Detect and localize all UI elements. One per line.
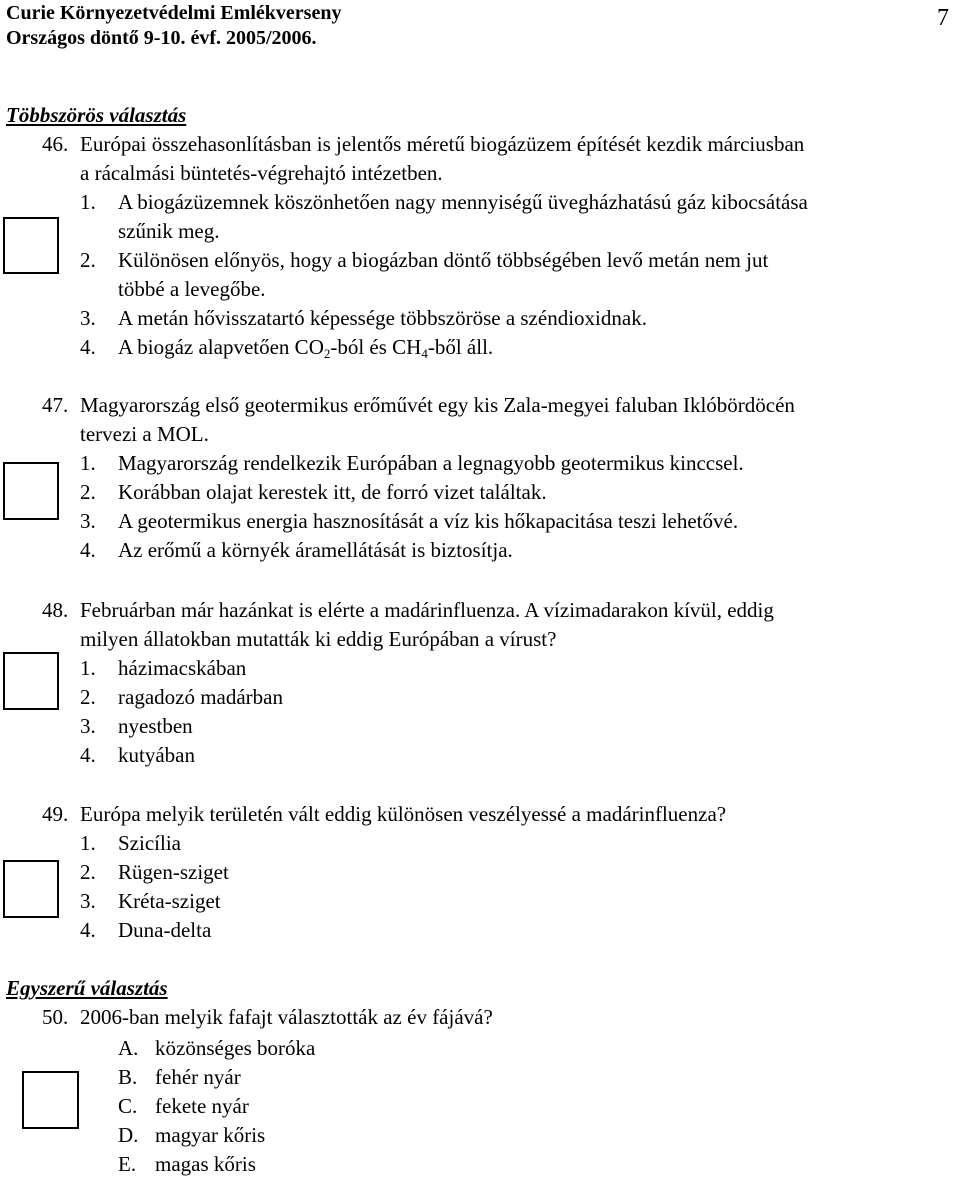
option-text: A biogázüzemnek köszönhetően nagy mennyiségű üvegházhatású gáz kibocsátása bbox=[118, 190, 808, 214]
option-47-3 bbox=[80, 507, 738, 536]
option-text: Magyarország rendelkezik Európában a legnagyobb geotermikus kinccsel. bbox=[118, 451, 744, 475]
option-48-3 bbox=[80, 712, 193, 741]
option-number: 4. bbox=[80, 918, 96, 942]
option-48-4 bbox=[80, 741, 195, 770]
option-46-2-cont: többé a levegőbe. bbox=[118, 277, 266, 301]
question-46-line2: a rácalmási büntetés-végrehajtó intézetben. bbox=[80, 161, 443, 185]
option-number: 2. bbox=[80, 685, 96, 709]
option-50-c bbox=[118, 1092, 249, 1121]
section-title-single-choice: Egyszerű választás bbox=[6, 976, 168, 1000]
option-text-post: -ből áll. bbox=[427, 335, 494, 359]
option-text: kutyában bbox=[118, 743, 195, 767]
option-text: közönséges boróka bbox=[155, 1036, 316, 1060]
option-letter: B. bbox=[118, 1065, 138, 1089]
option-text-pre: A biogáz alapvetően CO bbox=[118, 335, 324, 359]
option-letter: E. bbox=[118, 1152, 137, 1176]
question-number: 48. bbox=[42, 598, 69, 622]
question-number: 49. bbox=[42, 802, 69, 826]
question-number: 47. bbox=[42, 393, 69, 417]
option-48-1 bbox=[80, 654, 246, 683]
page-number: 7 bbox=[937, 5, 949, 31]
header-subtitle: Országos döntő 9-10. évf. 2005/2006. bbox=[6, 27, 317, 49]
question-text: Európai összehasonlításban is jelentős méretű biogázüzem építését kezdik márciusban bbox=[80, 132, 805, 156]
option-text: házimacskában bbox=[118, 656, 247, 680]
option-text: ragadozó madárban bbox=[118, 685, 283, 709]
option-47-2 bbox=[80, 478, 547, 507]
question-number: 50. bbox=[42, 1005, 69, 1029]
option-letter: D. bbox=[118, 1123, 139, 1147]
option-text: Kréta-sziget bbox=[118, 889, 221, 913]
option-49-1 bbox=[80, 829, 181, 858]
option-text-mid: -ból és CH bbox=[330, 335, 422, 359]
option-text: Az erőmű a környék áramellátását is biztosítja. bbox=[118, 538, 513, 562]
option-text: A metán hővisszatartó képessége többszöröse a széndioxidnak. bbox=[118, 306, 647, 330]
question-49-line1 bbox=[42, 800, 726, 829]
option-text: nyestben bbox=[118, 714, 193, 738]
option-50-a bbox=[118, 1034, 315, 1063]
option-number: 4. bbox=[80, 538, 96, 562]
option-number: 2. bbox=[80, 248, 96, 272]
option-letter: A. bbox=[118, 1036, 139, 1060]
option-text: magyar kőris bbox=[155, 1123, 266, 1147]
question-50-line1 bbox=[42, 1003, 493, 1032]
option-text: A geotermikus energia hasznosítását a víz kis hőkapacitása teszi lehetővé. bbox=[118, 509, 739, 533]
option-47-4 bbox=[80, 536, 513, 565]
option-text: fekete nyár bbox=[155, 1094, 249, 1118]
option-text: magas kőris bbox=[155, 1152, 256, 1176]
option-text: Duna-delta bbox=[118, 918, 212, 942]
option-number: 1. bbox=[80, 190, 96, 214]
subscript: 4 bbox=[421, 346, 428, 361]
subscript: 2 bbox=[323, 346, 331, 361]
option-50-d bbox=[118, 1121, 265, 1150]
option-number: 3. bbox=[80, 889, 96, 913]
question-47-line2: tervezi a MOL. bbox=[80, 422, 209, 446]
question-text: Februárban már hazánkat is elérte a madárinfluenza. A vízimadarakon kívül, eddig bbox=[80, 598, 774, 622]
option-number: 2. bbox=[80, 860, 96, 884]
question-48-line1 bbox=[42, 596, 774, 625]
option-text: Különösen előnyös, hogy a biogázban döntő többségében levő metán nem jut bbox=[118, 248, 769, 272]
option-number: 4. bbox=[80, 335, 96, 359]
section-title-multiple-choice: Többszörös választás bbox=[6, 103, 187, 127]
option-number: 3. bbox=[80, 509, 96, 533]
option-text: Szicília bbox=[118, 831, 181, 855]
option-48-2 bbox=[80, 683, 283, 712]
answer-box-48[interactable] bbox=[3, 652, 59, 710]
option-50-b bbox=[118, 1063, 241, 1092]
answer-box-47[interactable] bbox=[3, 462, 59, 520]
question-46-line1 bbox=[42, 130, 804, 159]
question-number: 46. bbox=[42, 132, 69, 156]
option-number: 1. bbox=[80, 831, 96, 855]
option-number: 4. bbox=[80, 743, 96, 767]
option-49-2 bbox=[80, 858, 229, 887]
option-46-3 bbox=[80, 304, 647, 333]
option-text: fehér nyár bbox=[155, 1065, 241, 1089]
answer-box-46[interactable] bbox=[3, 217, 59, 274]
option-46-4 bbox=[80, 333, 493, 362]
option-number: 2. bbox=[80, 480, 96, 504]
answer-box-50[interactable] bbox=[22, 1071, 79, 1129]
answer-box-49[interactable] bbox=[3, 860, 59, 918]
option-number: 3. bbox=[80, 306, 96, 330]
option-46-1-cont: szűnik meg. bbox=[118, 219, 220, 243]
option-text: Korábban olajat kerestek itt, de forró vizet találtak. bbox=[118, 480, 547, 504]
question-48-line2: milyen állatokban mutatták ki eddig Európában a vírust? bbox=[80, 627, 557, 651]
option-46-1 bbox=[80, 188, 808, 217]
option-number: 3. bbox=[80, 714, 96, 738]
option-letter: C. bbox=[118, 1094, 138, 1118]
option-49-4 bbox=[80, 916, 211, 945]
question-47-line1 bbox=[42, 391, 795, 420]
option-49-3 bbox=[80, 887, 221, 916]
option-50-e bbox=[118, 1150, 256, 1179]
option-number: 1. bbox=[80, 451, 96, 475]
header-title: Curie Környezetvédelmi Emlékverseny bbox=[6, 2, 342, 24]
question-text: Magyarország első geotermikus erőművét egy kis Zala-megyei faluban Iklóbördöcén bbox=[80, 393, 795, 417]
option-text: Rügen-sziget bbox=[118, 860, 229, 884]
question-text: Európa melyik területén vált eddig különösen veszélyessé a madárinfluenza? bbox=[80, 802, 727, 826]
option-number: 1. bbox=[80, 656, 96, 680]
option-46-2 bbox=[80, 246, 768, 275]
option-47-1 bbox=[80, 449, 744, 478]
question-text: 2006-ban melyik fafajt választották az év fájává? bbox=[80, 1005, 493, 1029]
